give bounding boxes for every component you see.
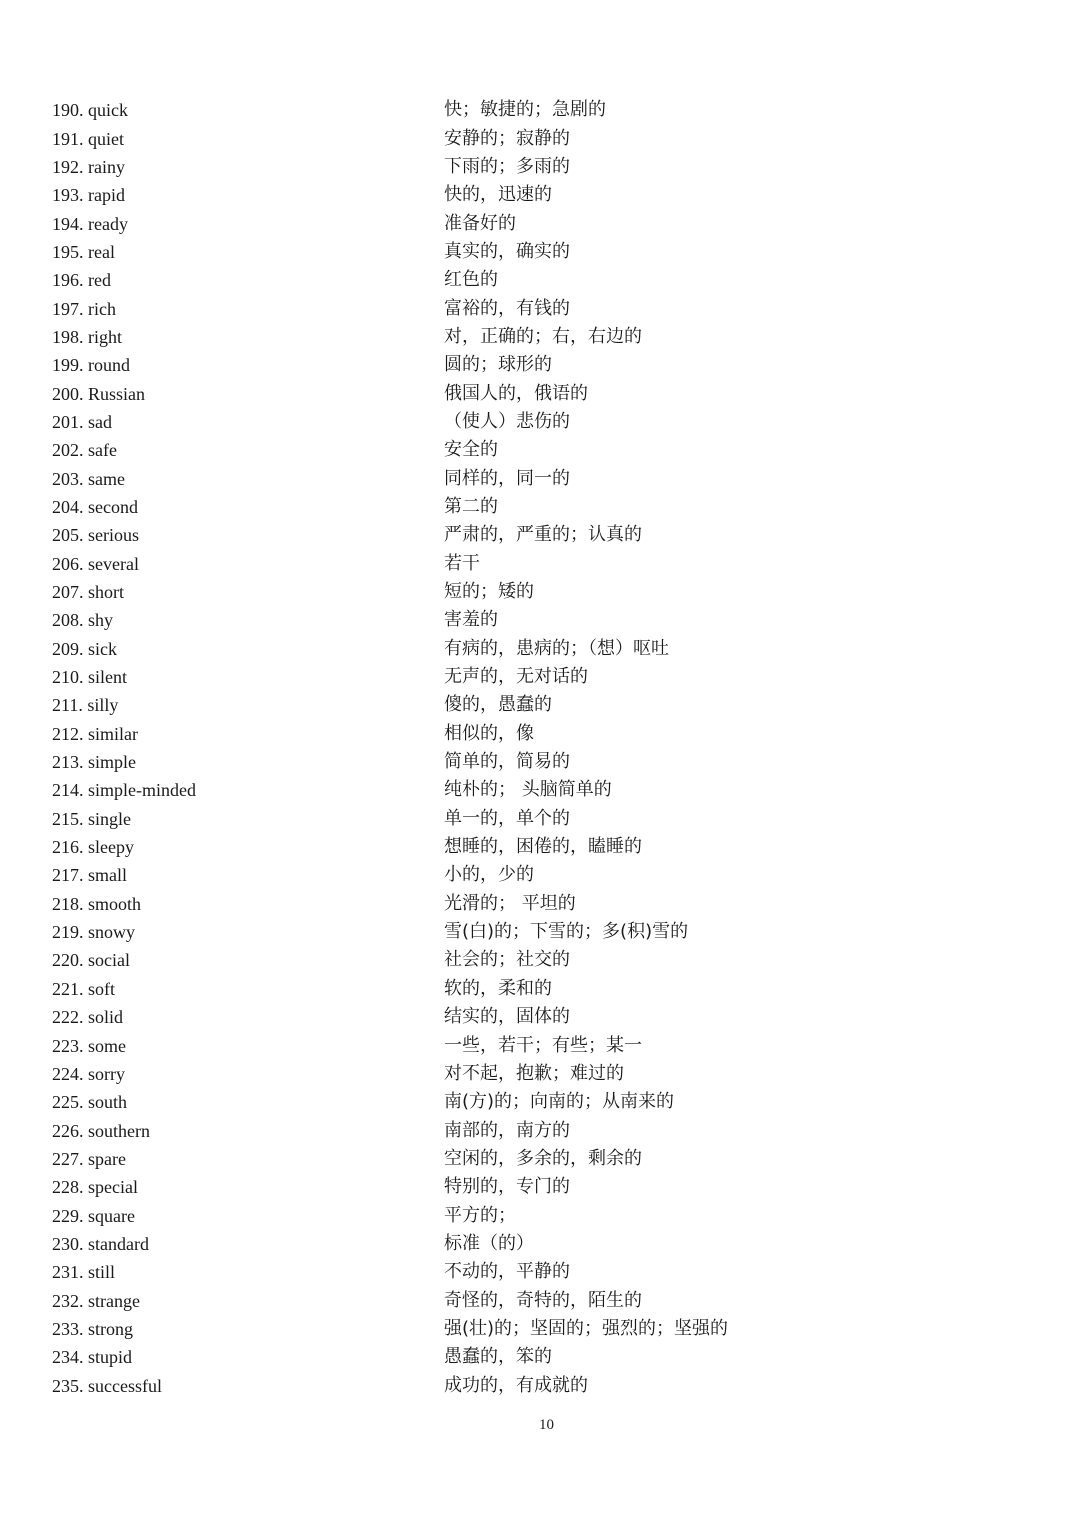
english-word: 221. soft — [52, 978, 115, 999]
chinese-meaning: 南(方)的；向南的；从南来的 — [444, 1091, 675, 1113]
english-word: 210. silent — [52, 667, 127, 688]
vocab-entry — [52, 323, 1052, 351]
vocab-entry — [52, 1173, 1052, 1201]
vocab-entry — [52, 975, 1052, 1003]
chinese-meaning: 相似的，像 — [444, 722, 534, 744]
english-word: 192. rainy — [52, 156, 125, 177]
chinese-meaning: 空闲的，多余的，剩余的 — [444, 1147, 642, 1169]
vocab-entry — [52, 805, 1052, 833]
english-word: 193. rapid — [52, 185, 125, 206]
chinese-meaning: 安静的；寂静的 — [444, 127, 570, 149]
english-word: 213. simple — [52, 752, 136, 773]
english-word: 225. south — [52, 1092, 128, 1113]
chinese-meaning: 软的，柔和的 — [444, 977, 552, 999]
english-word: 229. square — [52, 1205, 135, 1226]
vocab-entry — [52, 1230, 1052, 1258]
english-word: 222. solid — [52, 1007, 124, 1028]
english-word: 190. quick — [52, 100, 128, 121]
chinese-meaning: 有病的，患病的；（想）呕吐 — [444, 637, 669, 659]
vocab-entry — [52, 1031, 1052, 1059]
chinese-meaning: 小的，少的 — [444, 864, 534, 886]
english-word: 218. smooth — [52, 893, 142, 914]
vocab-entry — [52, 521, 1052, 549]
vocab-entry — [52, 1088, 1052, 1116]
english-word: 202. safe — [52, 440, 117, 461]
chinese-meaning: 雪(白)的；下雪的；多(积)雪的 — [444, 921, 689, 943]
english-word: 230. standard — [52, 1233, 149, 1254]
chinese-meaning: 对不起，抱歉；难过的 — [444, 1062, 624, 1084]
chinese-meaning: 红色的 — [444, 269, 498, 291]
vocab-entry — [52, 861, 1052, 889]
vocab-entry — [52, 436, 1052, 464]
chinese-meaning: 平方的； — [444, 1204, 516, 1226]
vocab-entry — [52, 266, 1052, 294]
chinese-meaning: 快；敏捷的；急剧的 — [444, 99, 606, 121]
vocab-entry — [52, 635, 1052, 663]
english-word: 216. sleepy — [52, 837, 134, 858]
vocab-entry — [52, 493, 1052, 521]
chinese-meaning: 短的；矮的 — [444, 581, 534, 603]
chinese-meaning: 结实的，固体的 — [444, 1006, 570, 1028]
vocab-entry — [52, 1003, 1052, 1031]
chinese-meaning: 奇怪的，奇特的，陌生的 — [444, 1289, 642, 1311]
chinese-meaning: 一些，若干；有些；某一 — [444, 1034, 642, 1056]
chinese-meaning: 想睡的，困倦的，瞌睡的 — [444, 836, 642, 858]
chinese-meaning: 严肃的，严重的；认真的 — [444, 524, 642, 546]
vocab-entry — [52, 238, 1052, 266]
chinese-meaning: 社会的；社交的 — [444, 949, 570, 971]
chinese-meaning: （使人）悲伤的 — [444, 410, 570, 432]
english-word: 235. successful — [52, 1375, 162, 1396]
chinese-meaning: 南部的，南方的 — [444, 1119, 570, 1141]
vocab-entry — [52, 550, 1052, 578]
english-word: 223. some — [52, 1035, 126, 1056]
english-word: 204. second — [52, 496, 138, 517]
chinese-meaning: 傻的，愚蠢的 — [444, 694, 552, 716]
vocab-entry — [52, 1145, 1052, 1173]
english-word: 206. several — [52, 553, 139, 574]
chinese-meaning: 标准（的） — [444, 1232, 534, 1254]
english-word: 194. ready — [52, 213, 128, 234]
chinese-meaning: 富裕的，有钱的 — [444, 297, 570, 319]
english-word: 197. rich — [52, 298, 116, 319]
vocab-entry — [52, 1116, 1052, 1144]
english-word: 220. social — [52, 950, 130, 971]
vocab-entry — [52, 691, 1052, 719]
chinese-meaning: 单一的，单个的 — [444, 807, 570, 829]
vocab-entry — [52, 1060, 1052, 1088]
vocab-entry — [52, 1315, 1052, 1343]
english-word: 226. southern — [52, 1120, 150, 1141]
chinese-meaning: 光滑的； 平坦的 — [444, 892, 576, 914]
english-word: 208. shy — [52, 610, 114, 631]
vocab-entry — [52, 96, 1052, 124]
english-word: 227. spare — [52, 1148, 126, 1169]
english-word: 215. single — [52, 808, 131, 829]
chinese-meaning: 特别的，专门的 — [444, 1176, 570, 1198]
vocab-entry — [52, 379, 1052, 407]
chinese-meaning: 无声的，无对话的 — [444, 666, 588, 688]
english-word: 233. strong — [52, 1318, 133, 1339]
vocab-entry — [52, 209, 1052, 237]
english-word: 217. small — [52, 865, 127, 886]
chinese-meaning: 俄国人的，俄语的 — [444, 382, 588, 404]
vocab-entry — [52, 890, 1052, 918]
chinese-meaning: 同样的，同一的 — [444, 467, 570, 489]
vocab-entry — [52, 1371, 1052, 1399]
chinese-meaning: 圆的；球形的 — [444, 354, 552, 376]
vocab-entry — [52, 124, 1052, 152]
english-word: 205. serious — [52, 525, 139, 546]
chinese-meaning: 愚蠢的，笨的 — [444, 1346, 552, 1368]
vocab-entry — [52, 464, 1052, 492]
english-word: 224. sorry — [52, 1063, 125, 1084]
chinese-meaning: 强(壮)的；坚固的；强烈的；坚强的 — [444, 1317, 729, 1339]
vocab-entry — [52, 748, 1052, 776]
english-word: 200. Russian — [52, 383, 146, 404]
chinese-meaning: 成功的，有成就的 — [444, 1374, 588, 1396]
chinese-meaning: 纯朴的； 头脑简单的 — [444, 779, 612, 801]
vocabulary-list — [52, 96, 1052, 1400]
english-word: 201. sad — [52, 411, 112, 432]
vocab-entry — [52, 1258, 1052, 1286]
vocab-entry — [52, 578, 1052, 606]
vocab-entry — [52, 408, 1052, 436]
chinese-meaning: 下雨的；多雨的 — [444, 155, 570, 177]
english-word: 198. right — [52, 326, 122, 347]
vocab-entry — [52, 946, 1052, 974]
english-word: 196. red — [52, 270, 111, 291]
vocab-entry — [52, 1286, 1052, 1314]
english-word: 212. similar — [52, 723, 138, 744]
english-word: 207. short — [52, 582, 124, 603]
vocab-entry — [52, 663, 1052, 691]
english-word: 214. simple-minded — [52, 780, 196, 801]
english-word: 228. special — [52, 1177, 138, 1198]
vocab-entry — [52, 1343, 1052, 1371]
vocab-entry — [52, 918, 1052, 946]
english-word: 211. silly — [52, 695, 119, 716]
english-word: 232. strange — [52, 1290, 140, 1311]
chinese-meaning: 快的，迅速的 — [444, 184, 552, 206]
english-word: 231. still — [52, 1262, 116, 1283]
vocab-entry — [52, 720, 1052, 748]
chinese-meaning: 若干 — [444, 552, 480, 574]
chinese-meaning: 准备好的 — [444, 212, 516, 234]
chinese-meaning: 害羞的 — [444, 609, 498, 631]
vocab-entry — [52, 606, 1052, 634]
page-number: 10 — [539, 1417, 554, 1433]
vocab-entry — [52, 351, 1052, 379]
chinese-meaning: 对，正确的；右，右边的 — [444, 325, 642, 347]
chinese-meaning: 简单的，简易的 — [444, 751, 570, 773]
chinese-meaning: 真实的，确实的 — [444, 240, 570, 262]
chinese-meaning: 第二的 — [444, 495, 498, 517]
english-word: 195. real — [52, 241, 115, 262]
chinese-meaning: 不动的，平静的 — [444, 1261, 570, 1283]
vocab-entry — [52, 294, 1052, 322]
chinese-meaning: 安全的 — [444, 439, 498, 461]
english-word: 234. stupid — [52, 1347, 133, 1368]
english-word: 209. sick — [52, 638, 117, 659]
english-word: 191. quiet — [52, 128, 124, 149]
vocab-entry — [52, 833, 1052, 861]
vocab-entry — [52, 153, 1052, 181]
vocab-entry — [52, 181, 1052, 209]
vocab-entry — [52, 1201, 1052, 1229]
english-word: 219. snowy — [52, 922, 136, 943]
english-word: 199. round — [52, 355, 130, 376]
vocab-entry — [52, 776, 1052, 804]
english-word: 203. same — [52, 468, 125, 489]
